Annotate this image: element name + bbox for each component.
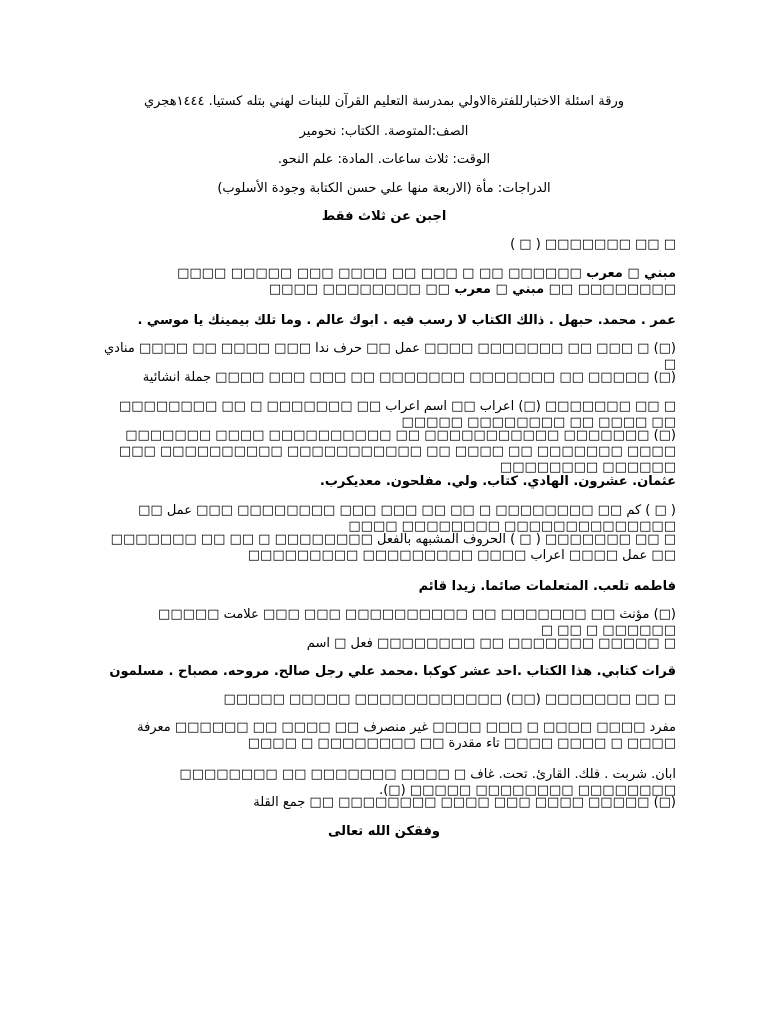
class-book-line: الصف:المتوصة. الكتاب: نحومير: [299, 124, 469, 139]
question-line: (□) □ □□□ □□ □□□□□□□ □□□□ عمل □□ حرف ندا □□□ □□□□ □□ □□□□ منادي □: [104, 341, 676, 372]
question-line: ابان. شربت . فلك. القارئ. تحت. غاف □ □□□□ □□□□□□□ □□ □□□□□□□□ □□□□□□□□ □□□□□□□□ □□□□□ (□).: [179, 767, 676, 798]
instruction-line: اجبن عن ثلاث فقط: [321, 209, 447, 224]
time-subject-line: الوقت: ثلاث ساعات. المادة: علم النحو.: [277, 152, 491, 167]
question-line: (□) □□□□□ □□ □□□□□□□ □□□□□□□ □□ □□□ □□□ □□□□ جملة انشائية: [142, 370, 676, 385]
question-line: عمر . محمد. حبهل . ذالك الكتاب لا رسب فيه . ابوك عالم . وما تلك بيمينك يا موسي .: [137, 313, 676, 328]
question-line: □ □□ □□□□□□□ ( □ ) الحروف المشبهه بالفعل □□□□□□□□ □ □□ □□ □□□□□□□ □□ عمل □□□□ اعراب □□□□ □□□□□□□□□ □□□□□□□□□: [110, 532, 676, 563]
question-line: ( □ ) كم □□ □□□□□□□□ □ □□ □□ □□□ □□□ □□□□□□□□ □□□ عمل □□ □□□□□□□□□□□□□□ □□□□□□□□ □□□□: [138, 503, 676, 534]
question-line: عثمان. عشرون. الهادي. كتاب. ولي. مفلحون. معديكرب.: [319, 474, 676, 489]
grades-line: الدراجات: مأة (الاربعة منها علي حسن الكتابة وجودة الأسلوب): [217, 181, 551, 196]
question-line: □ □□□□□ □□□□□□□ □□ □□□□□□□□ فعل □ اسم: [306, 636, 676, 651]
exam-title: ورقة اسئلة الاختبارللفترةالاولي بمدرسة التعليم القرآن للبنات لهني بتله كستيا. ١٤٤٤هجري: [143, 94, 625, 109]
question-line: □ □□ □□□□□□□ (□□) □□□□□□□□□□□□ □□□□□ □□□□□: [223, 692, 676, 707]
closing-line: وفقكن الله تعالى: [328, 824, 440, 839]
question-line: مفرد □□□□ □□□□ □ □□□ □□□□ غير منصرف □□ □□□□ □□ □□□□□□ معرفة □□□□ □ □□□□ □□□□ تاء مقدرة □□ □□□□□□□□ □ □□□□: [137, 720, 676, 751]
question-line: (□) □□□□□□□ □□□□□□□□□□□ □□ □□□□□□□□□□ □□□□ □□□□□□□ □□□□ □□□□□□□ □□ □□□□ □□ □□□□□□□□□□□ □□□□□□□□□□ □□□ □□□□□□ □□□□□□□□: [118, 428, 676, 475]
question-line: مبني □ معرب □□□□□□ □□ □ □□□ □□ □□□□ □□□ □□□□□ □□□□ □□□□□□□□ □□ مبني □ معرب □□ □□□□□□□□ □□□□: [177, 266, 676, 297]
question-line: (□) مؤنث □□ □□□□□□□ □□ □□□□□□□□□□ □□□ □□□ علامت □□□□□ □□□□□□ □ □□ □: [158, 607, 676, 638]
question-line: فاطمه تلعب. المتعلمات صائما. زيدا قائم: [418, 579, 676, 594]
question-line: (□) □□□□□ □□□□ □□□ □□□□ □□□□□□□□ □□ جمع القلة: [253, 795, 676, 810]
question-line: □ □□ □□□□□□□ ( □ ): [510, 237, 676, 252]
question-line: قرات كتابي. هذا الكتاب .احد عشر كوكبا .محمد علي رجل صالح. مروحه. مصباح . مسلمون: [109, 664, 676, 679]
question-line: □ □□ □□□□□□□ (□) اعراب □□ اسم اعراب □□ □□□□□□□ □ □□ □□□□□□□□ □□ □□□□ □□ □□□□□□□□ □□□□□: [118, 399, 676, 430]
